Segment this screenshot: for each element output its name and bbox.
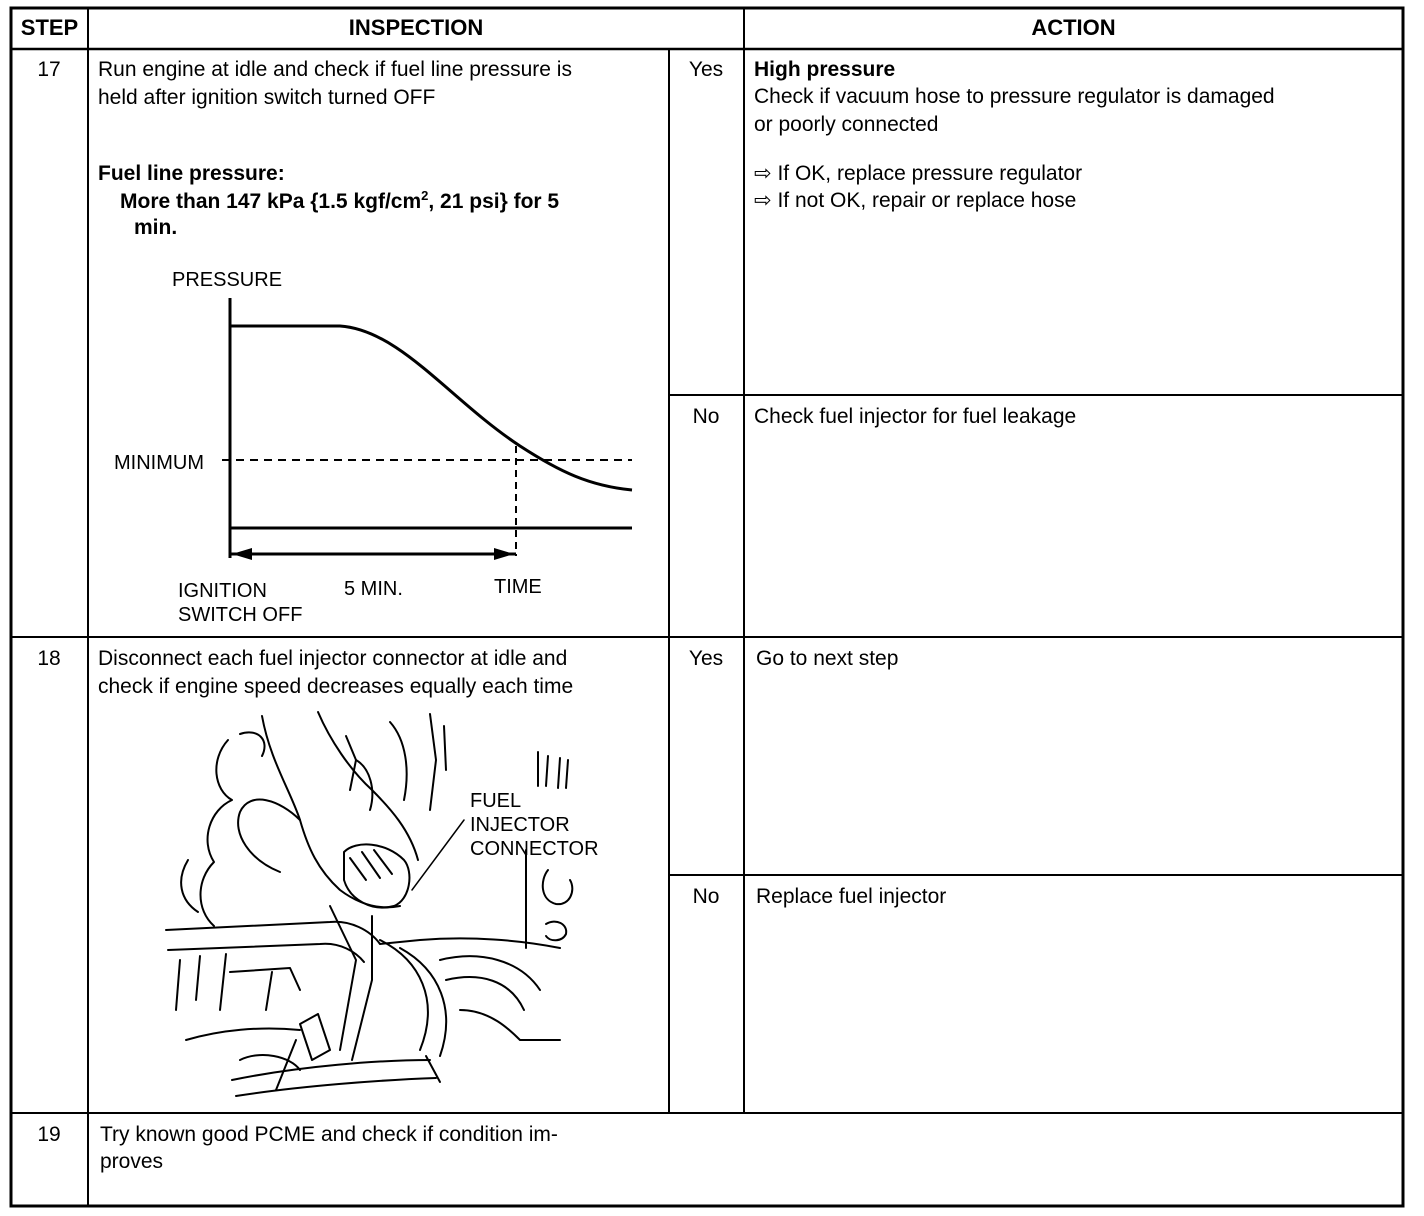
step-17-no: No <box>692 405 720 428</box>
step-17-inspection-line-2: held after ignition switch turned OFF <box>98 86 436 109</box>
connector-label: CONNECTOR <box>470 838 599 860</box>
arrow-right-icon: ⇨ <box>754 162 772 185</box>
step-18-no-action: Replace fuel injector <box>756 885 947 908</box>
graph-switch-off-label: SWITCH OFF <box>178 604 303 626</box>
step-18-yes-action: Go to next step <box>756 647 899 670</box>
spec-title: Fuel line pressure: <box>98 162 285 185</box>
header-action: ACTION <box>1031 15 1116 40</box>
graph-time-label: TIME <box>494 576 542 598</box>
step-18-number: 18 <box>37 647 61 670</box>
step-17-no-action: Check fuel injector for fuel leakage <box>754 405 1077 428</box>
step-17-inspection-line-1: Run engine at idle and check if fuel line pressure is <box>98 58 572 81</box>
graph-pressure-label: PRESSURE <box>172 269 283 291</box>
step-19-number: 19 <box>37 1123 61 1146</box>
step-18-inspection-line-1: Disconnect each fuel injector connector at idle and <box>98 647 568 670</box>
spec-value-line-1: More than 147 kPa {1.5 kgf/$cm^2$, 21 psi} for 5 <box>120 188 560 213</box>
step-19-inspection-line-1: Try known good PCME and check if condition im- <box>100 1123 558 1146</box>
step-18-inspection-line-2: check if engine speed decreases equally each time <box>98 675 574 698</box>
high-pressure-title: High pressure <box>754 58 896 81</box>
bullet-if-not-ok: ⇨ If not OK, repair or replace hose <box>754 189 1077 212</box>
step-17-yes-action-line-2: or poorly connected <box>754 113 939 136</box>
step-17-yes-action-line-1: Check if vacuum hose to pressure regulator is damaged <box>754 85 1275 108</box>
step-18-no: No <box>692 885 720 908</box>
step-18-yes: Yes <box>688 647 724 670</box>
arrow-right-icon: ⇨ <box>754 189 772 212</box>
header-step: STEP <box>20 15 79 40</box>
injector-label: INJECTOR <box>470 814 570 836</box>
spec-value-line-2: min. <box>134 216 178 239</box>
step-17-number: 17 <box>37 58 61 81</box>
bullet-if-ok: ⇨ If OK, replace pressure regulator <box>754 162 1083 185</box>
step-19-inspection-line-2: proves <box>100 1150 164 1173</box>
graph-ignition-label: IGNITION <box>178 580 267 602</box>
fuel-label: FUEL <box>470 790 522 812</box>
header-inspection: INSPECTION <box>348 15 484 40</box>
graph-minimum-label: MINIMUM <box>114 452 204 474</box>
graph-five-min-label: 5 MIN. <box>344 578 403 600</box>
step-17-yes: Yes <box>688 58 724 81</box>
